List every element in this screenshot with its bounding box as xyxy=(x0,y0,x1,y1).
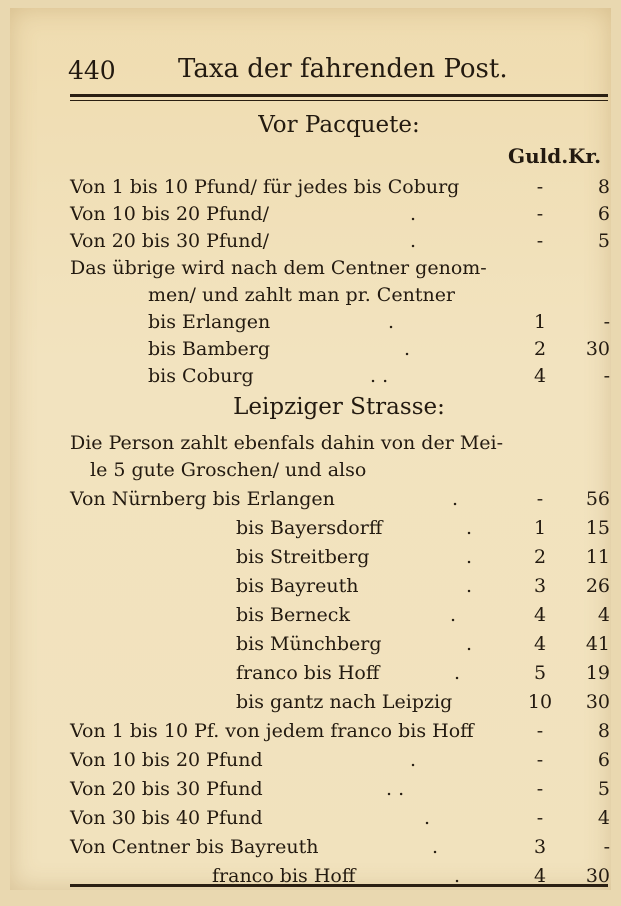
row-kreuzer: 41 xyxy=(585,633,610,655)
row-gulden: 4 xyxy=(533,633,547,655)
table-row xyxy=(70,309,608,336)
row-kreuzer: 30 xyxy=(585,691,610,713)
row-gulden: - xyxy=(536,778,544,800)
table-row xyxy=(70,834,608,861)
row-dot-leader: . xyxy=(388,311,395,333)
table-row xyxy=(70,689,608,716)
table-row xyxy=(70,363,608,390)
footer-rule xyxy=(70,884,608,887)
row-dot-leader: . xyxy=(452,488,459,510)
row-dot-leader: . xyxy=(466,517,473,539)
row-description: Von 20 bis 30 Pfund xyxy=(70,778,263,800)
row-description: bis gantz nach Leipzig xyxy=(236,691,453,713)
row-dot-leader: . xyxy=(466,633,473,655)
row-gulden: 3 xyxy=(533,575,547,597)
row-kreuzer: 5 xyxy=(597,778,610,800)
table-row xyxy=(70,718,608,745)
row-dot-leader: . xyxy=(454,662,461,684)
table-row xyxy=(70,660,608,687)
table-row xyxy=(70,631,608,658)
row-gulden: 1 xyxy=(533,517,547,539)
row-dot-leader: . xyxy=(450,604,457,626)
table-row xyxy=(70,228,608,255)
row-dot-leader: . xyxy=(410,749,417,771)
row-description: bis Bayreuth xyxy=(236,575,359,597)
row-description: bis Berneck xyxy=(236,604,350,626)
row-dot-leader: . xyxy=(454,865,461,887)
row-gulden: 10 xyxy=(527,691,553,713)
row-gulden: - xyxy=(536,749,544,771)
row-description: bis Münchberg xyxy=(236,633,382,655)
table-row xyxy=(70,573,608,600)
row-dot-leader: . xyxy=(424,807,431,829)
row-dot-leader: . xyxy=(466,546,473,568)
row-kreuzer: 5 xyxy=(597,230,610,252)
row-gulden: - xyxy=(536,176,544,198)
row-gulden: 4 xyxy=(533,865,547,887)
table-row xyxy=(70,430,608,457)
row-description: bis Erlangen xyxy=(148,311,271,333)
row-dot-leader: . xyxy=(466,575,473,597)
row-dot-leader: . xyxy=(410,230,417,252)
row-description: Von Centner bis Bayreuth xyxy=(70,836,319,858)
table-row xyxy=(70,805,608,832)
running-title: Taxa der fahrenden Post. xyxy=(178,54,508,84)
page-header xyxy=(60,52,605,92)
column-header-gulden: Guld. xyxy=(508,144,569,168)
table-row xyxy=(70,336,608,363)
header-rule xyxy=(70,94,608,97)
row-kreuzer: 30 xyxy=(585,865,610,887)
row-description: franco bis Hoff xyxy=(236,662,380,684)
row-gulden: - xyxy=(536,807,544,829)
row-gulden: 1 xyxy=(533,311,547,333)
row-description: Von 1 bis 10 Pf. von jedem franco bis Hoff xyxy=(70,720,474,742)
table-row xyxy=(70,602,608,629)
row-gulden: - xyxy=(536,488,544,510)
row-gulden: 4 xyxy=(533,604,547,626)
table-row xyxy=(70,255,608,282)
row-gulden: - xyxy=(536,230,544,252)
row-gulden: 5 xyxy=(533,662,547,684)
table-row xyxy=(70,174,608,201)
row-kreuzer: 6 xyxy=(597,203,610,225)
row-description: franco bis Hoff xyxy=(212,865,356,887)
row-kreuzer: - xyxy=(603,836,610,858)
table-row xyxy=(70,201,608,228)
row-dot-leader: . . xyxy=(386,778,405,800)
row-kreuzer: 8 xyxy=(597,176,610,198)
row-kreuzer: 8 xyxy=(597,720,610,742)
table-row xyxy=(70,457,608,484)
row-kreuzer: 26 xyxy=(585,575,610,597)
row-kreuzer: 4 xyxy=(597,807,610,829)
table-row xyxy=(70,747,608,774)
header-rule-thin xyxy=(70,100,608,101)
row-description: bis Bayersdorff xyxy=(236,517,383,539)
row-dot-leader: . xyxy=(404,338,411,360)
row-description: Von 20 bis 30 Pfund/ xyxy=(70,230,270,252)
row-kreuzer: 11 xyxy=(585,546,610,568)
row-kreuzer: - xyxy=(603,311,610,333)
row-description: le 5 gute Groschen/ und also xyxy=(90,459,367,481)
row-kreuzer: 4 xyxy=(597,604,610,626)
row-description: Von Nürnberg bis Erlangen xyxy=(70,488,335,510)
row-gulden: 3 xyxy=(533,836,547,858)
row-description: Von 10 bis 20 Pfund/ xyxy=(70,203,270,225)
row-description: Von 30 bis 40 Pfund xyxy=(70,807,263,829)
row-description: bis Coburg xyxy=(148,365,254,387)
row-description: Das übrige wird nach dem Centner genom- xyxy=(70,257,487,279)
row-kreuzer: - xyxy=(603,365,610,387)
table-row xyxy=(70,282,608,309)
row-dot-leader: . . xyxy=(370,365,389,387)
table-row xyxy=(70,486,608,513)
row-kreuzer: 30 xyxy=(585,338,610,360)
row-gulden: 2 xyxy=(533,338,547,360)
row-gulden: 4 xyxy=(533,365,547,387)
row-description: Von 10 bis 20 Pfund xyxy=(70,749,263,771)
page-number: 440 xyxy=(68,56,116,85)
row-dot-leader: . xyxy=(410,203,417,225)
row-dot-leader: . xyxy=(432,836,439,858)
section-heading-pacquete: Vor Pacquete: xyxy=(258,112,420,138)
row-gulden: - xyxy=(536,203,544,225)
table-row xyxy=(70,515,608,542)
row-description: men/ und zahlt man pr. Centner xyxy=(148,284,456,306)
row-kreuzer: 19 xyxy=(585,662,610,684)
row-kreuzer: 56 xyxy=(585,488,610,510)
section-heading-leipzig: Leipziger Strasse: xyxy=(233,394,445,420)
row-kreuzer: 15 xyxy=(585,517,610,539)
row-kreuzer: 6 xyxy=(597,749,610,771)
row-description: Die Person zahlt ebenfals dahin von der Mei- xyxy=(70,432,504,454)
book-page xyxy=(10,8,611,890)
row-gulden: - xyxy=(536,720,544,742)
row-description: Von 1 bis 10 Pfund/ für jedes bis Coburg xyxy=(70,176,460,198)
row-description: bis Bamberg xyxy=(148,338,270,360)
row-gulden: 2 xyxy=(533,546,547,568)
column-header-kreuzer: Kr. xyxy=(568,144,602,168)
row-description: bis Streitberg xyxy=(236,546,370,568)
table-row xyxy=(70,544,608,571)
table-row xyxy=(70,776,608,803)
